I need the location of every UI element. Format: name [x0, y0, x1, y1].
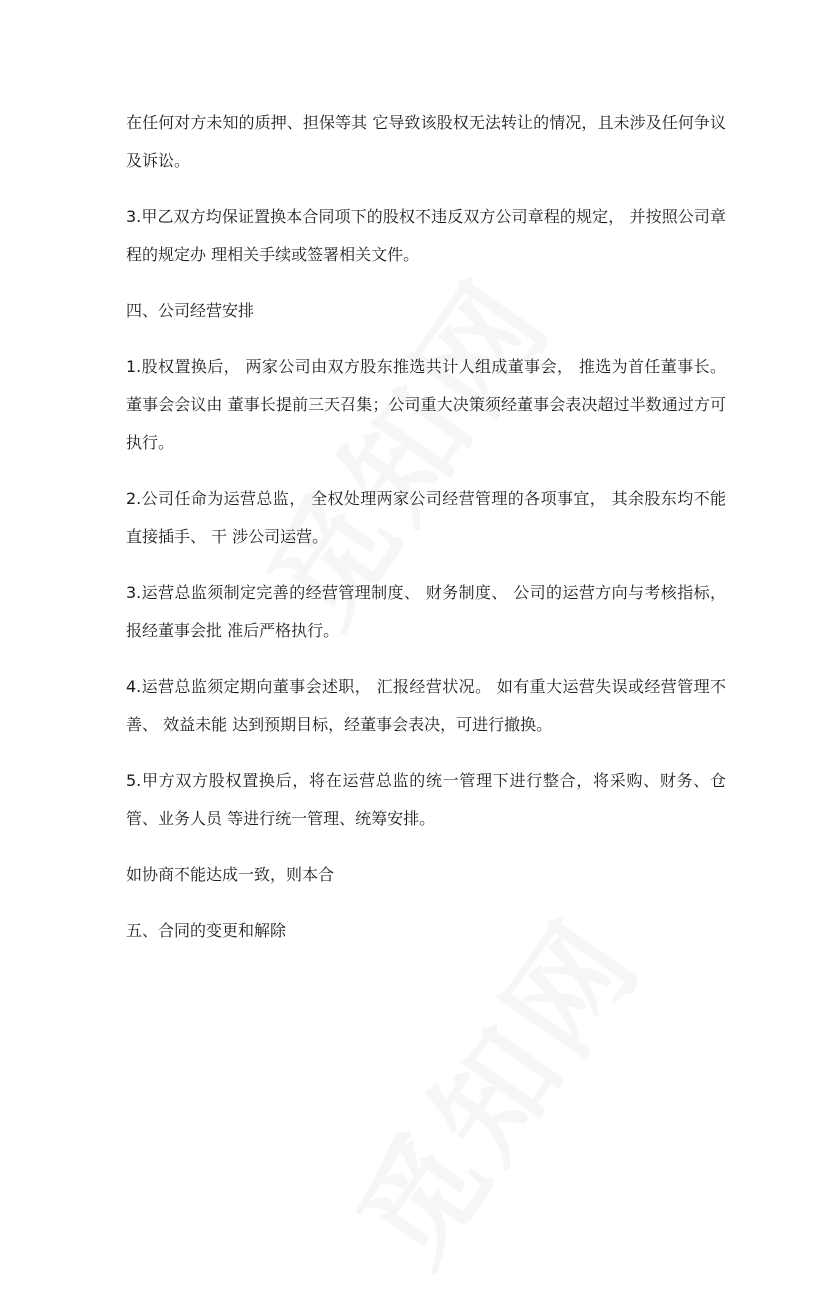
document-body: [126, 104, 726, 968]
paragraph-warranty-continued: 在任何对方未知的质押、担保等其 它导致该股权无法转让的情况，且未涉及任何争议及诉讼。: [126, 113, 726, 170]
paragraph-clause-3-systems: 3.运营总监须制定完善的经营管理制度、 财务制度、 公司的运营方向与考核指标， 报经董事会批 准后严格执行。: [126, 583, 726, 640]
paragraph-clause-1-board: 1.股权置换后， 两家公司由双方股东推选共计人组成董事会， 推选为首任董事长。 董事会会议由 董事长提前三天召集；公司重大决策须经董事会表决超过半数通过方可执行。: [126, 357, 726, 452]
paragraph-clause-3-articles: 3.甲乙双方均保证置换本合同项下的股权不违反双方公司章程的规定， 并按照公司章程的规定办 理相关手续或签署相关文件。: [126, 207, 726, 264]
paragraph-clause-4-reporting: 4.运营总监须定期向董事会述职， 汇报经营状况。 如有重大运营失误或经营管理不善、 效益未能 达到预期目标，经董事会表决，可进行撤换。: [126, 677, 726, 734]
paragraph-negotiation: 如协商不能达成一致，则本合: [126, 865, 335, 884]
paragraph-clause-2-director: 2.公司任命为运营总监， 全权处理两家公司经营管理的各项事宜， 其余股东均不能直接插手、 干 涉公司运营。: [126, 489, 726, 546]
section-heading-amendment: 五、合同的变更和解除: [126, 921, 287, 940]
section-heading-operations: 四、公司经营安排: [126, 301, 255, 320]
paragraph-clause-5-integration: 5.甲方双方股权置换后，将在运营总监的统一管理下进行整合，将采购、财务、仓管、业务人员 等进行统一管理、统筹安排。: [126, 771, 726, 828]
